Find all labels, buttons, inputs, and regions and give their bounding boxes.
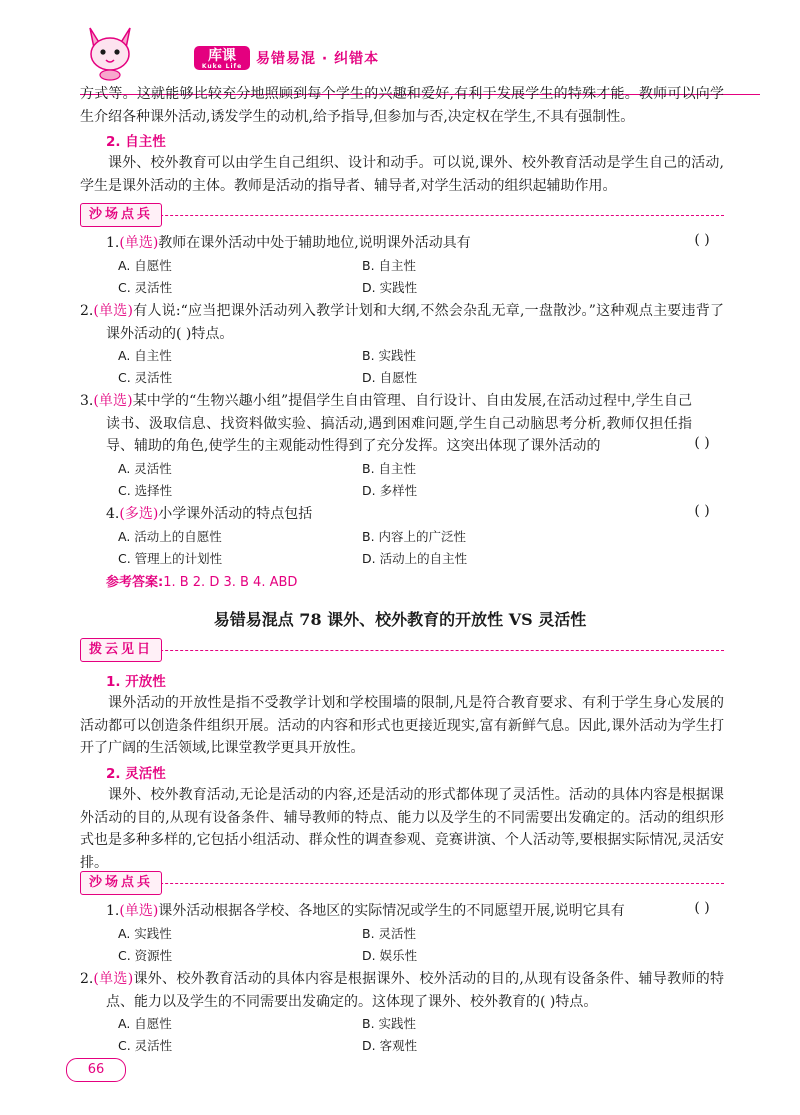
heading-flexibility: 2. 灵活性 xyxy=(106,766,166,782)
option-d: D. 自愿性 xyxy=(362,370,418,385)
question-text: 某中学的“生物兴趣小组”提倡学生自由管理、自行设计、自由发展,在活动过程中,学生自己读书、汲取信息、找资料做实验、搞活动,遇到困难问题,学生自己动脑思考分析,教师仅担任指导、辅助的角色,使学生的主观能动性得到了充分发挥。这突出体现了课外活动的 xyxy=(106,393,692,454)
brand-logo: 库课 Kuke Life xyxy=(194,46,250,70)
option-d: D. 活动上的自主性 xyxy=(362,551,468,566)
option-c: C. 灵活性 xyxy=(118,1038,173,1053)
practice-divider xyxy=(80,215,724,216)
heading-autonomy: 2. 自主性 xyxy=(106,134,166,150)
option-b: B. 内容上的广泛性 xyxy=(362,529,467,544)
practice-tag-2: 沙场点兵 xyxy=(80,871,162,895)
page-header xyxy=(60,22,760,84)
concept-tag: 拨云见日 xyxy=(80,638,162,662)
flexibility-paragraph: 课外、校外教育活动,无论是活动的内容,还是活动的形式都体现了灵活性。活动的具体内容是根据课外活动的目的,从现有设备条件、辅导教师的特点、能力以及学生的不同需要出发确定的。活动的组织形式也是多种多样的,它包括小组活动、群众性的调查参观、竞赛讲演、个人活动等,要根据实际情况,灵活安排。 xyxy=(80,787,724,871)
intro-paragraph-1: 方式等。这就能够比较充分地照顾到每个学生的兴趣和爱好,有利于发展学生的特殊才能。教师可以向学生介绍各种课外活动,诱发学生的动机,给予指导,但参加与否,决定权在学生,不具有强制性。 xyxy=(80,86,724,125)
option-a: A. 灵活性 xyxy=(118,461,172,476)
answer-key: 参考答案:1. B 2. D 3. B 4. ABD xyxy=(106,575,298,590)
practice-tag: 沙场点兵 xyxy=(80,203,162,227)
option-c: C. 选择性 xyxy=(118,483,173,498)
section-title: 易错易混点 78 课外、校外教育的开放性 VS 灵活性 xyxy=(213,610,587,629)
option-b: B. 实践性 xyxy=(362,348,417,363)
book-title: 易错易混 · 纠错本 xyxy=(256,51,380,67)
option-b: B. 自主性 xyxy=(362,258,417,273)
option-a: A. 自愿性 xyxy=(118,1016,172,1031)
answer-blank: ( ) xyxy=(694,503,710,519)
option-d: D. 实践性 xyxy=(362,280,418,295)
option-a: A. 自主性 xyxy=(118,348,172,363)
concept-divider xyxy=(80,650,724,651)
intro-paragraph-2: 课外、校外教育可以由学生自己组织、设计和动手。可以说,课外、校外教育活动是学生自己的活动,学生是课外活动的主体。教师是活动的指导者、辅导者,对学生活动的组织起辅助作用。 xyxy=(80,155,724,194)
page-number: 66 xyxy=(66,1058,126,1082)
option-d: D. 客观性 xyxy=(362,1038,418,1053)
practice-divider-2 xyxy=(80,883,724,884)
answer-blank: ( ) xyxy=(694,232,710,248)
openness-paragraph: 课外活动的开放性是指不受教学计划和学校围墙的限制,凡是符合教育要求、有利于学生身心发展的活动都可以创造条件组织开展。活动的内容和形式也更接近现实,富有新鲜气息。因此,课外活动为学生打开了广阔的生活领域,比课堂教学更具开放性。 xyxy=(80,695,724,756)
question-text: 有人说:“应当把课外活动列入教学计划和大纲,不然会杂乱无章,一盘散沙。”这种观点主要违背了课外活动的( )特点。 xyxy=(106,303,724,342)
question-text: 教师在课外活动中处于辅助地位,说明课外活动具有 xyxy=(158,235,471,251)
option-b: B. 灵活性 xyxy=(362,926,417,941)
fox-mascot-icon xyxy=(80,22,140,82)
option-d: D. 娱乐性 xyxy=(362,948,418,963)
option-b: B. 自主性 xyxy=(362,461,417,476)
option-b: B. 实践性 xyxy=(362,1016,417,1031)
answer-blank: ( ) xyxy=(694,900,710,916)
page: 库课 Kuke Life 易错易混 · 纠错本 方式等。这就能够比较充分地照顾到每个学生的兴趣和爱好,有利于发展学生的特殊才能。教师可以向学生介绍各种课外活动,诱发学生的动机,给予指导,但参加与否,决定权在学生,不具有强制性。 2. 自主性 课外、校外教育可以由学生自己组织、设计和动手。可以说,课外、校外教育活动是学生自己的活动,学生是课外活动的主体。教师是活动的指导者、辅导者,对学生活动的组织起辅助作用。 沙场点兵 1.(单选)教师在课外活动中处于辅助地位,说明课外活动具有 ( ) A. 自愿性 B. 自主性 C. 灵活性 D. 实践性 2.(单选)有人说:“应当把课外活动列入教学计划和大纲,不然会杂乱无章,一盘散沙。”这种观点主要违背了课外活动的( )特点。 A. 自主性 B. 实践性 C. 灵活性 D. 自愿性 3.(单选)某中学的“生物兴趣小组”提倡学生自由管理、自行设计、自由发展,在活动过程中,学生自己读书、汲取信息、找资料做实验、搞活动,遇到困难问题,学生自己动脑思考分析,教师仅担任指导、辅助的角色,使学生的主观能动性得到了充分发挥。这突出体现了课外活动的 ( ) A. 灵活性 B. 自主性 C. 选择性 D. 多样性 4.(多选)小学课外活动的特点包括 ( ) A. 活动上的自愿性 B. 内容上的广泛性 C. 管理上的计划性 D. 活动上的自主性 参考答案:1. B 2. D 3. B 4. ABD 易错易混点 78 课外、校外教育的开放性 VS 灵活性 拨云见日 1. 开放性 课外活动的开放性是指不受教学计划和学校围墙的限制,凡是符合教育要求、有利于学生身心发展的活动都可以创造条件组织开展。活动的内容和形式也更接近现实,富有新鲜气息。因此,课外活动为学生打开了广阔的生活领域,比课堂教学更具开放性。 2. 灵活性 课外、校外教育活动,无论是活动的内容,还是活动的形式都体现了灵活性。活动的具体内容是根据课外活动的目的,从现有设备条件、辅导教师的特点、能力以及学生的不同需要出发确定的。活动的组织形式也是多种多样的,它包括小组活动、群众性的调查参观、竞赛讲演、个人活动等,要根据实际情况,灵活安排。 沙场点兵 1.(单选)课外活动根据各学校、各地区的实际情况或学生的不同愿望开展,说明它具有 ( ) A. 实践性 B. 灵活性 C. 资源性 D. 娱乐性 2.(单选)课外、校外教育活动的具体内容是根据课外、校外活动的目的,从现有设备条件、辅导教师的特点、能力以及学生的不同需要出发确定的。这体现了课外、校外教育的( )特点。 A. 自愿性 B. 实践性 C. 灵活性 D. 客观性 66 xyxy=(0,0,800,1115)
answer-blank: ( ) xyxy=(694,435,710,451)
option-a: A. 活动上的自愿性 xyxy=(118,529,222,544)
option-c: C. 灵活性 xyxy=(118,280,173,295)
option-d: D. 多样性 xyxy=(362,483,418,498)
option-c: C. 资源性 xyxy=(118,948,173,963)
question-text: 课外、校外教育活动的具体内容是根据课外、校外活动的目的,从现有设备条件、辅导教师的特点、能力以及学生的不同需要出发确定的。这体现了课外、校外教育的( )特点。 xyxy=(106,971,724,1010)
question-text: 小学课外活动的特点包括 xyxy=(158,506,313,522)
heading-openness: 1. 开放性 xyxy=(106,674,166,690)
option-a: A. 实践性 xyxy=(118,926,172,941)
option-a: A. 自愿性 xyxy=(118,258,172,273)
question-text: 课外活动根据各学校、各地区的实际情况或学生的不同愿望开展,说明它具有 xyxy=(158,903,625,919)
option-c: C. 灵活性 xyxy=(118,370,173,385)
option-c: C. 管理上的计划性 xyxy=(118,551,223,566)
